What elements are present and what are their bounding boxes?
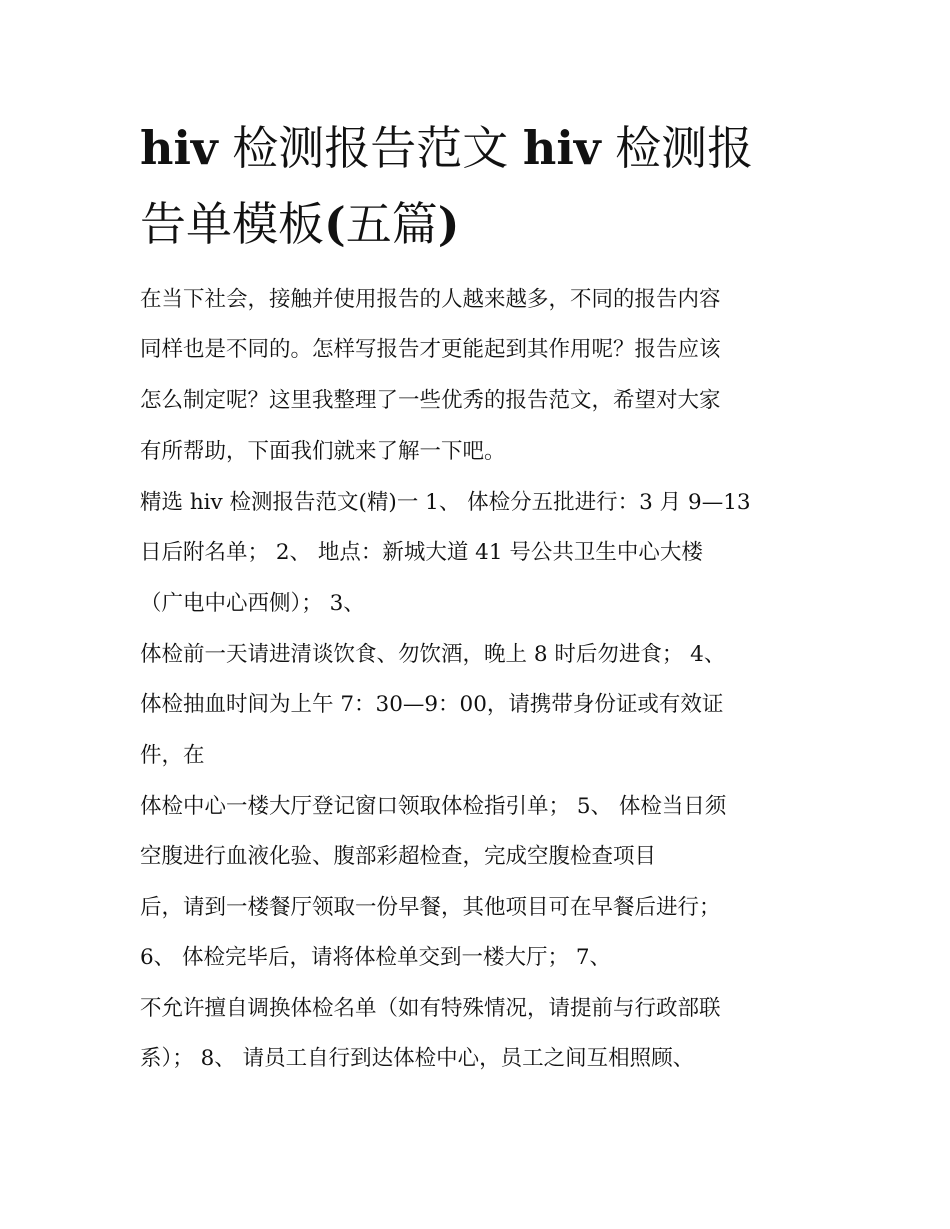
body-text-line: 在当下社会，接触并使用报告的人越来越多，不同的报告内容 <box>140 287 721 312</box>
title-run: ) <box>437 197 460 251</box>
title-run: 五篇 <box>345 197 438 251</box>
title-run: hiv <box>140 121 218 175</box>
title-run: 检测报告范文 <box>217 121 523 175</box>
body-text-line: 体检抽血时间为上午 7：30—9：00，请携带身份证或有效证 <box>140 692 724 717</box>
title-run: 告单模板 <box>140 197 324 251</box>
body-text-line: 体检前一天请进清谈饮食、勿饮酒，晚上 8 时后勿进食； 4、 <box>140 642 726 667</box>
body-text-line: 精选 hiv 检测报告范文(精)一 1、 体检分五批进行：3 月 9—13 <box>140 490 751 515</box>
title-line <box>140 110 820 186</box>
title-run: ( <box>324 197 346 251</box>
body-text-line: 空腹进行血液化验、腹部彩超检查，完成空腹检查项目 <box>140 844 657 869</box>
body-text-line: （广电中心西侧）； 3、 <box>140 591 365 616</box>
body-text-line: 不允许擅自调换体检名单（如有特殊情况，请提前与行政部联 <box>140 996 721 1021</box>
body-text-line: 件，在 <box>140 743 205 768</box>
body-text-line: 系）； 8、 请员工自行到达体检中心，员工之间互相照顾、 <box>140 1046 695 1071</box>
title-run: 检测报 <box>600 121 754 175</box>
body-text-line: 怎么制定呢？这里我整理了一些优秀的报告范文，希望对大家 <box>140 388 721 413</box>
title-line <box>140 186 820 262</box>
document-title <box>140 110 820 262</box>
body-text-line: 体检中心一楼大厅登记窗口领取体检指引单； 5、 体检当日须 <box>140 794 727 819</box>
body-text-line: 日后附名单； 2、 地点：新城大道 41 号公共卫生中心大楼 <box>140 540 703 565</box>
title-run: hiv <box>522 121 601 175</box>
body-text-line: 有所帮助，下面我们就来了解一下吧。 <box>140 439 506 464</box>
body-text-line: 后，请到一楼餐厅领取一份早餐，其他项目可在早餐后进行； <box>140 895 721 920</box>
body-text-line: 6、 体检完毕后，请将体检单交到一楼大厅； 7、 <box>140 945 612 970</box>
body-text-line: 同样也是不同的。怎样写报告才更能起到其作用呢？报告应该 <box>140 337 721 362</box>
